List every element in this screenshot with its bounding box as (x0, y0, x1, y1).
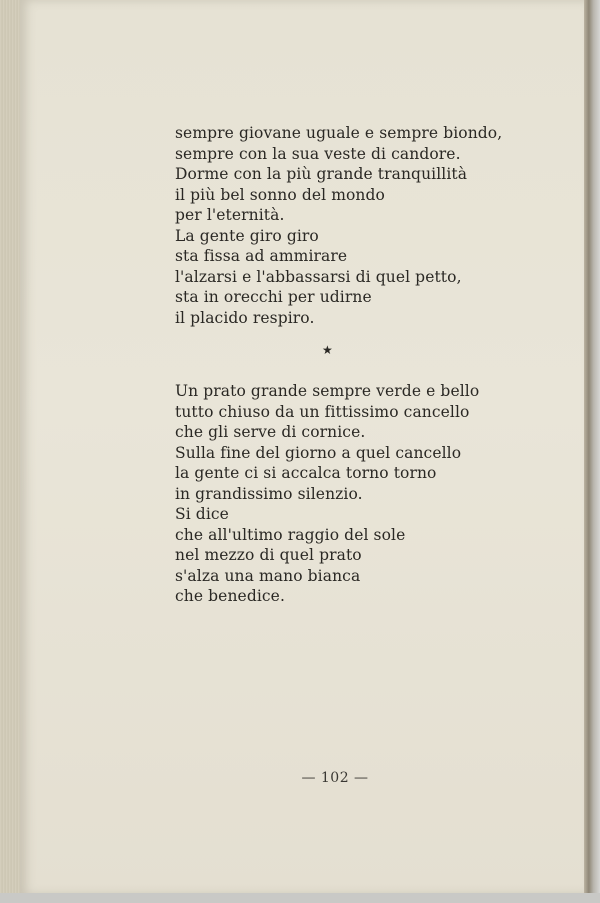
poem-line: che benedice. (175, 587, 285, 605)
poem-line: in grandissimo silenzio. (175, 484, 363, 503)
poem-line: sempre giovane uguale e sempre biondo, (175, 124, 503, 142)
poem-line: per l'eternità. (175, 206, 285, 224)
poem-line: s'alza una mano bianca (175, 566, 361, 585)
poem-stanza-1 (175, 123, 502, 328)
page-number: — 102 — (301, 770, 369, 786)
poem-line: il più bel sonno del mondo (175, 185, 385, 204)
poem-line: il placido respiro. (175, 308, 315, 327)
book-page-edge (584, 0, 600, 903)
poem-line: Un prato grande sempre verde e bello (175, 382, 480, 400)
scan-background (0, 893, 600, 903)
poem-line: Si dice (175, 505, 229, 523)
poem-line: la gente ci si accalca torno torno (175, 464, 437, 482)
poem-line: Dorme con la più grande tranquillità (175, 165, 468, 183)
poem-line: sempre con la sua veste di candore. (175, 144, 461, 163)
poem-line: tutto chiuso da un fittissimo cancello (175, 402, 470, 421)
poem-line: che all'ultimo raggio del sole (175, 525, 406, 544)
poem-line: l'alzarsi e l'abbassarsi di quel petto, (175, 267, 462, 286)
poem-stanza-2 (175, 381, 479, 607)
poem-line: che gli serve di cornice. (175, 423, 366, 441)
poem-line: Sulla fine del giorno a quel cancello (175, 443, 462, 462)
poem-line: nel mezzo di quel prato (175, 546, 362, 564)
poem-line: sta in orecchi per udirne (175, 288, 372, 306)
book-gutter-pages (0, 0, 22, 903)
star-ornament-icon: ★ (322, 343, 333, 357)
poem-line: sta fissa ad ammirare (175, 247, 348, 265)
poem-line: La gente giro giro (175, 226, 319, 245)
